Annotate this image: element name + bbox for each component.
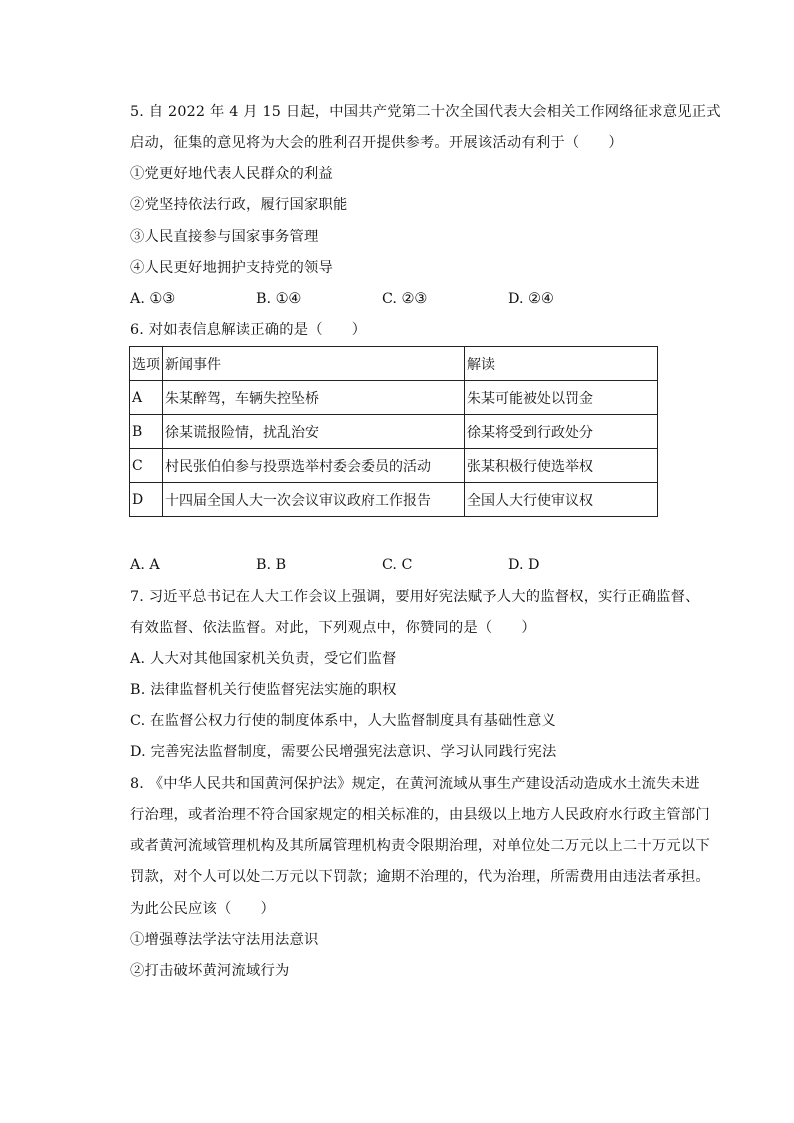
q8-item-1: ①增强尊法学法守法用法意识 [130, 932, 319, 948]
table-cell: 徐某将受到行政处分 [465, 415, 658, 449]
q6-option-c: C. C [382, 557, 413, 573]
q5-stem-line2: 启动，征集的意见将为大会的胜利召开提供参考。开展该活动有利于（ ） [130, 135, 623, 151]
q7-choice-c: C. 在监督公权力行使的制度体系中，人大监督制度具有基础性意义 [130, 713, 557, 729]
q6-option-a: A. A [130, 557, 160, 573]
table-header-row [130, 347, 658, 381]
table-cell: D [130, 483, 163, 517]
q5-item-2: ②党坚持依法行政，履行国家职能 [130, 197, 348, 213]
q8-stem-line3: 或者黄河流域管理机构及其所属管理机构责令限期治理，对单位处二万元以上二十万元以下 [130, 838, 710, 854]
table-cell: B [130, 415, 163, 449]
q8-stem-line4: 罚款，对个人可以处二万元以下罚款；逾期不治理的，代为治理，所需费用由违法者承担。 [130, 869, 710, 885]
table-cell: 朱某醉驾，车辆失控坠桥 [163, 381, 465, 415]
q8-stem-line1: 8. 《中华人民共和国黄河保护法》规定，在黄河流域从事生产建设活动造成水土流失未进 [130, 776, 700, 792]
table-cell: 十四届全国人大一次会议审议政府工作报告 [163, 483, 465, 517]
q6-option-d: D. D [508, 557, 540, 573]
q8-stem-line2: 行治理，或者治理不符合国家规定的相关标准的，由县级以上地方人民政府水行政主管部门 [130, 807, 710, 823]
q5-option-b: B. ①④ [256, 291, 302, 307]
q5-option-a: A. ①③ [130, 291, 176, 307]
table-cell: 徐某谎报险情，扰乱治安 [163, 415, 465, 449]
table-cell: 村民张伯伯参与投票选举村委会委员的活动 [163, 449, 465, 483]
table-header-cell: 解读 [465, 347, 658, 381]
q5-item-3: ③人民直接参与国家事务管理 [130, 229, 319, 245]
q5-option-c: C. ②③ [382, 291, 428, 307]
q7-choice-a: A. 人大对其他国家机关负责，受它们监督 [130, 651, 397, 667]
q6-stem: 6. 对如表信息解读正确的是（ ） [130, 322, 367, 338]
table-header-cell: 新闻事件 [163, 347, 465, 381]
q7-choice-b: B. 法律监督机关行使监督宪法实施的职权 [130, 682, 397, 698]
table-cell: 全国人大行使审议权 [465, 483, 658, 517]
table-cell: C [130, 449, 163, 483]
q8-item-2: ②打击破坏黄河流域行为 [130, 963, 290, 979]
q6-option-b: B. B [256, 557, 287, 573]
q7-stem-line2: 有效监督、依法监督。对此，下列观点中，你赞同的是（ ） [130, 620, 536, 636]
table-row [130, 415, 658, 449]
table-row [130, 449, 658, 483]
q5-option-d: D. ②④ [508, 291, 554, 307]
table-cell: 张某积极行使选举权 [465, 449, 658, 483]
q5-stem-line1: 5. 自 2022 年 4 月 15 日起，中国共产党第二十次全国代表大会相关工作网络征求意见正式 [130, 104, 721, 120]
table-cell: A [130, 381, 163, 415]
table-row [130, 483, 658, 517]
q5-item-4: ④人民更好地拥护支持党的领导 [130, 260, 333, 276]
table-header-cell: 选项 [130, 347, 163, 381]
q7-choice-d: D. 完善宪法监督制度，需要公民增强宪法意识、学习认同践行宪法 [130, 744, 557, 760]
table-row [130, 381, 658, 415]
q7-stem-line1: 7. 习近平总书记在人大工作会议上强调，要用好宪法赋予人大的监督权，实行正确监督、 [130, 589, 700, 605]
q8-stem-line5: 为此公民应该（ ） [130, 901, 275, 917]
q5-item-1: ①党更好地代表人民群众的利益 [130, 166, 333, 182]
table-cell: 朱某可能被处以罚金 [465, 381, 658, 415]
q6-info-table [129, 346, 658, 517]
